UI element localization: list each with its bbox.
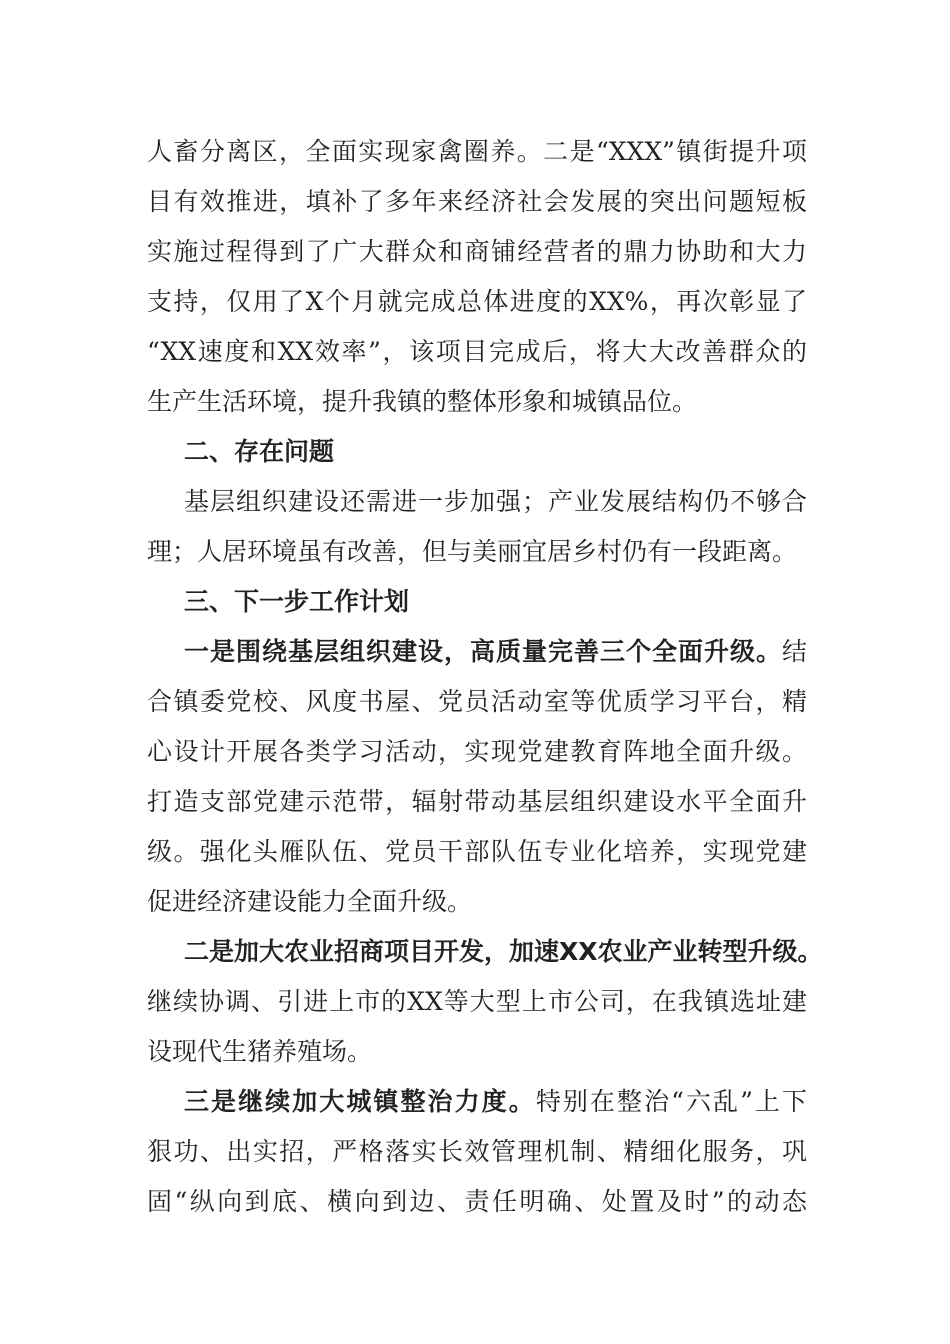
paragraph-line: 人畜分离区，全面实现家禽圈养。二是“XXX”镇街提升项 [147,137,807,166]
paragraph-line: 理；人居环境虽有改善，但与美丽宜居乡村仍有一段距离。 [147,537,798,566]
paragraph-line: 狠功、出实招，严格落实长效管理机制、精细化服务，巩 [147,1137,807,1166]
item-text: 特别在整治“六乱”上下 [535,1087,807,1116]
section-heading-next-plan: 三、下一步工作计划 [184,587,410,616]
paragraph-line: 级。强化头雁队伍、党员干部队伍专业化培养，实现党建 [147,837,807,866]
paragraph-line: 支持，仅用了X个月就完成总体进度的XX%，再次彰显了 [147,287,807,316]
section-heading-problems: 二、存在问题 [184,437,335,466]
paragraph-line [184,1084,807,1120]
paragraph-line: 基层组织建设还需进一步加强；产业发展结构仍不够合 [184,487,807,516]
paragraph-line: “XX速度和XX效率”，该项目完成后，将大大改善群众的 [147,337,807,366]
paragraph-line: 设现代生猪养殖场。 [147,1037,373,1066]
item-lead-1: 一是围绕基层组织建设，高质量完善三个全面升级。 [184,637,782,666]
item-lead-3: 三是继续加大城镇整治力度。 [184,1087,536,1116]
paragraph-line: 心设计开展各类学习活动，实现党建教育阵地全面升级。 [147,737,807,766]
paragraph-line: 促进经济建设能力全面升级。 [147,887,473,916]
paragraph-line: 实施过程得到了广大群众和商铺经营者的鼎力协助和大力 [147,237,807,266]
paragraph-line: 生产生活环境，提升我镇的整体形象和城镇品位。 [147,387,698,416]
paragraph-line: 继续协调、引进上市的XX等大型上市公司，在我镇选址建 [147,987,807,1016]
paragraph-line: 打造支部党建示范带，辐射带动基层组织建设水平全面升 [147,787,807,816]
item-text: 结 [781,637,807,666]
paragraph-line: 合镇委党校、风度书屋、党员活动室等优质学习平台，精 [147,687,807,716]
paragraph-line [184,634,807,670]
paragraph-line: 固“纵向到底、横向到边、责任明确、处置及时”的动态 [147,1187,807,1216]
paragraph-line: 目有效推进，填补了多年来经济社会发展的突出问题短板 [147,187,807,216]
item-lead-2: 二是加大农业招商项目开发，加速XX农业产业转型升级。 [184,937,823,966]
